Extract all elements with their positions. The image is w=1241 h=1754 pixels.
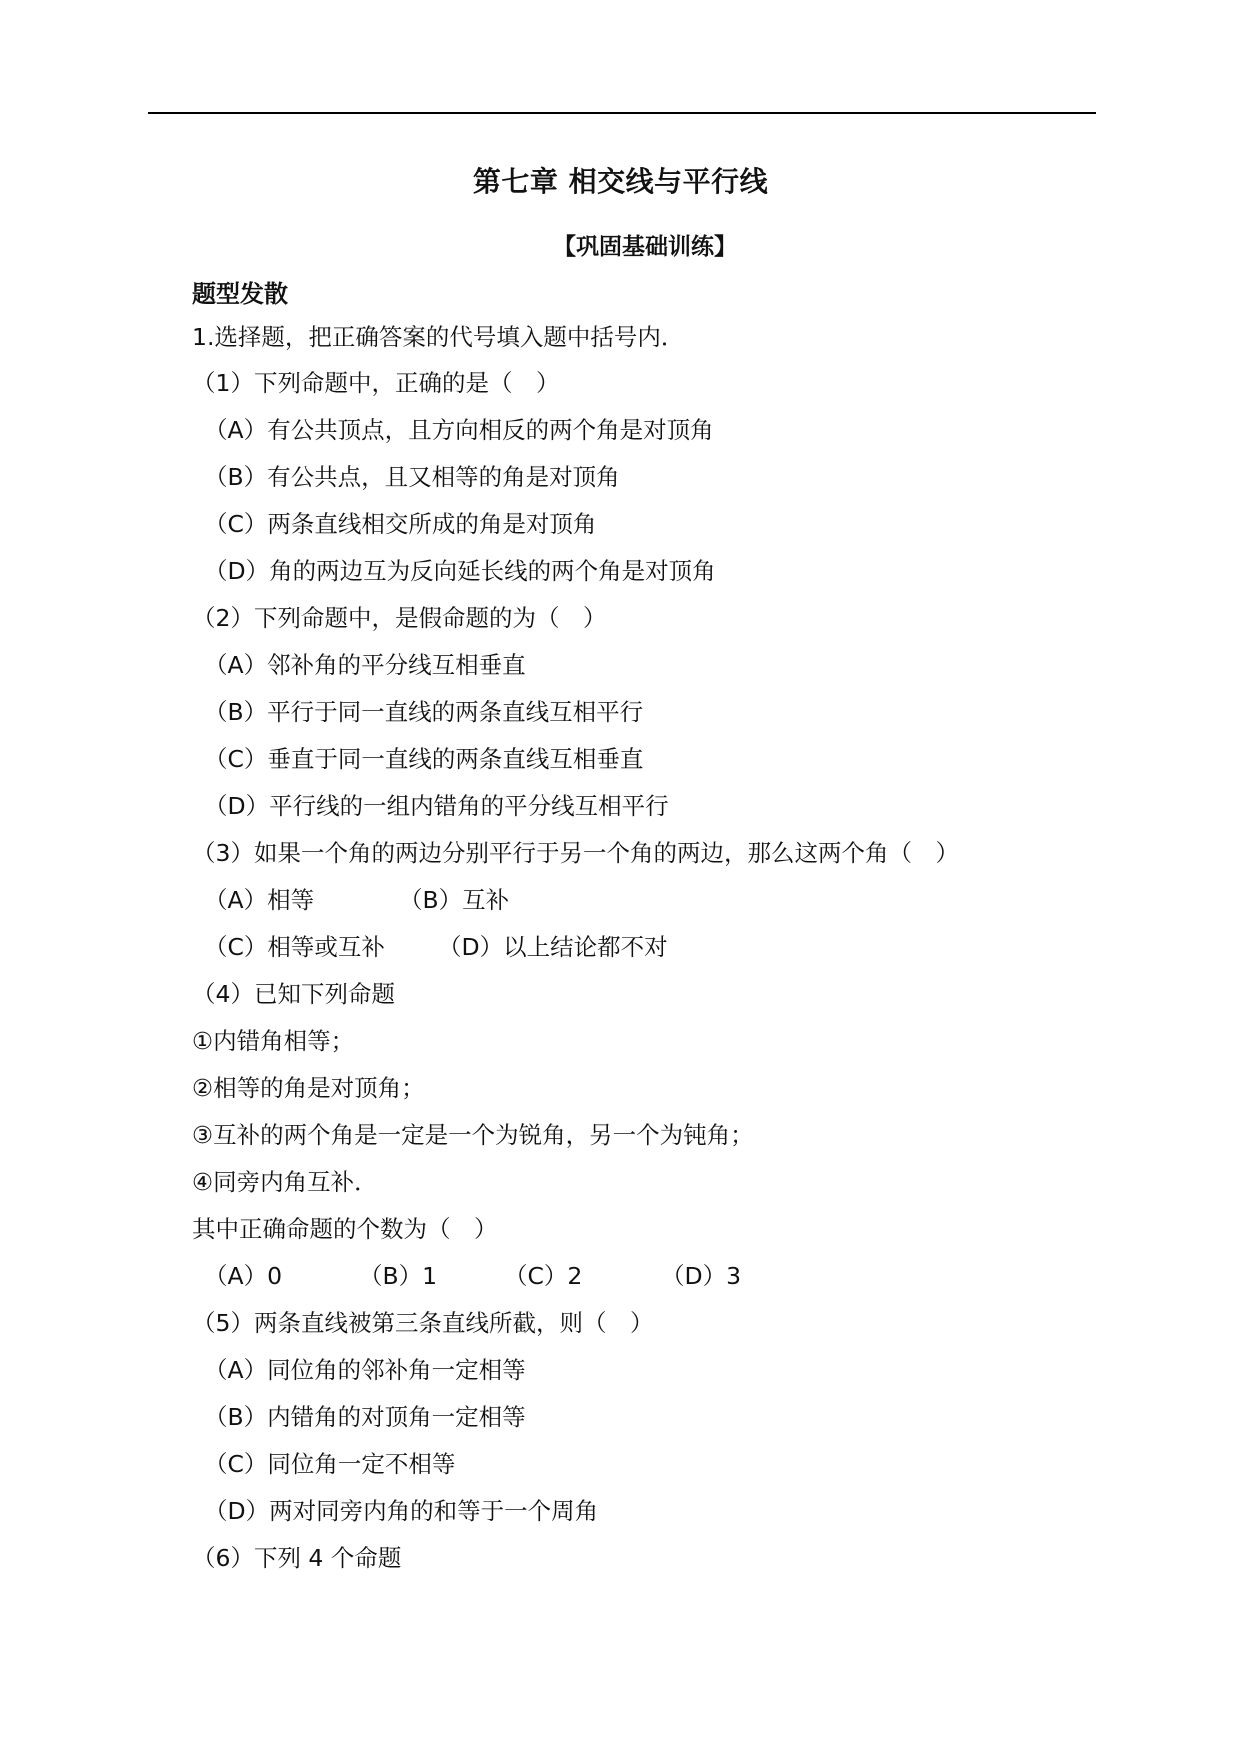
q4-proposition-3: ③互补的两个角是一定是一个为锐角，另一个为钝角； — [192, 1121, 754, 1149]
q3-stem: （3）如果一个角的两边分别平行于另一个角的两边，那么这两个角（ ） — [192, 839, 959, 867]
q4-option-b: （B）1 — [359, 1262, 438, 1290]
q5-option-c: （C）同位角一定不相等 — [204, 1450, 456, 1478]
q4-proposition-2: ②相等的角是对顶角； — [192, 1074, 425, 1102]
chapter-title: 第七章 相交线与平行线 — [472, 165, 769, 198]
header-rule — [148, 112, 1096, 114]
q2-stem: （2）下列命题中，是假命题的为（ ） — [192, 604, 607, 632]
q3-option-c: （C）相等或互补 — [204, 933, 385, 961]
q5-option-d: （D）两对同旁内角的和等于一个周角 — [204, 1497, 599, 1525]
q4-proposition-4: ④同旁内角互补． — [192, 1168, 378, 1196]
q3-option-a: （A）相等 — [204, 886, 315, 914]
q1-option-d: （D）角的两边互为反向延长线的两个角是对顶角 — [204, 557, 716, 585]
q4-option-c: （C）2 — [504, 1262, 583, 1290]
q2-option-c: （C）垂直于同一直线的两条直线互相垂直 — [204, 745, 644, 773]
q1-option-c: （C）两条直线相交所成的角是对顶角 — [204, 510, 597, 538]
q2-option-d: （D）平行线的一组内错角的平分线互相平行 — [204, 792, 669, 820]
q4-question: 其中正确命题的个数为（ ） — [192, 1215, 498, 1243]
q5-option-a: （A）同位角的邻补角一定相等 — [204, 1356, 526, 1384]
section-subtitle: 【巩固基础训练】 — [553, 234, 737, 260]
q6-stem: （6）下列 4 个命题 — [192, 1544, 402, 1572]
section-heading: 题型发散 — [192, 280, 288, 308]
q1-stem: （1）下列命题中，正确的是（ ） — [192, 369, 560, 397]
q3-option-b: （B）互补 — [399, 886, 510, 914]
instruction-text: 1.选择题，把正确答案的代号填入题中括号内． — [192, 323, 685, 351]
q2-option-a: （A）邻补角的平分线互相垂直 — [204, 651, 526, 679]
q4-option-a: （A）0 — [204, 1262, 283, 1290]
q4-proposition-1: ①内错角相等； — [192, 1027, 355, 1055]
q3-option-d: （D）以上结论都不对 — [438, 933, 668, 961]
q5-option-b: （B）内错角的对顶角一定相等 — [204, 1403, 526, 1431]
q2-option-b: （B）平行于同一直线的两条直线互相平行 — [204, 698, 644, 726]
q1-option-a: （A）有公共顶点，且方向相反的两个角是对顶角 — [204, 416, 714, 444]
q5-stem: （5）两条直线被第三条直线所截，则（ ） — [192, 1309, 654, 1337]
q4-option-d: （D）3 — [661, 1262, 742, 1290]
q1-option-b: （B）有公共点，且又相等的角是对顶角 — [204, 463, 620, 491]
q4-stem: （4）已知下列命题 — [192, 980, 395, 1008]
